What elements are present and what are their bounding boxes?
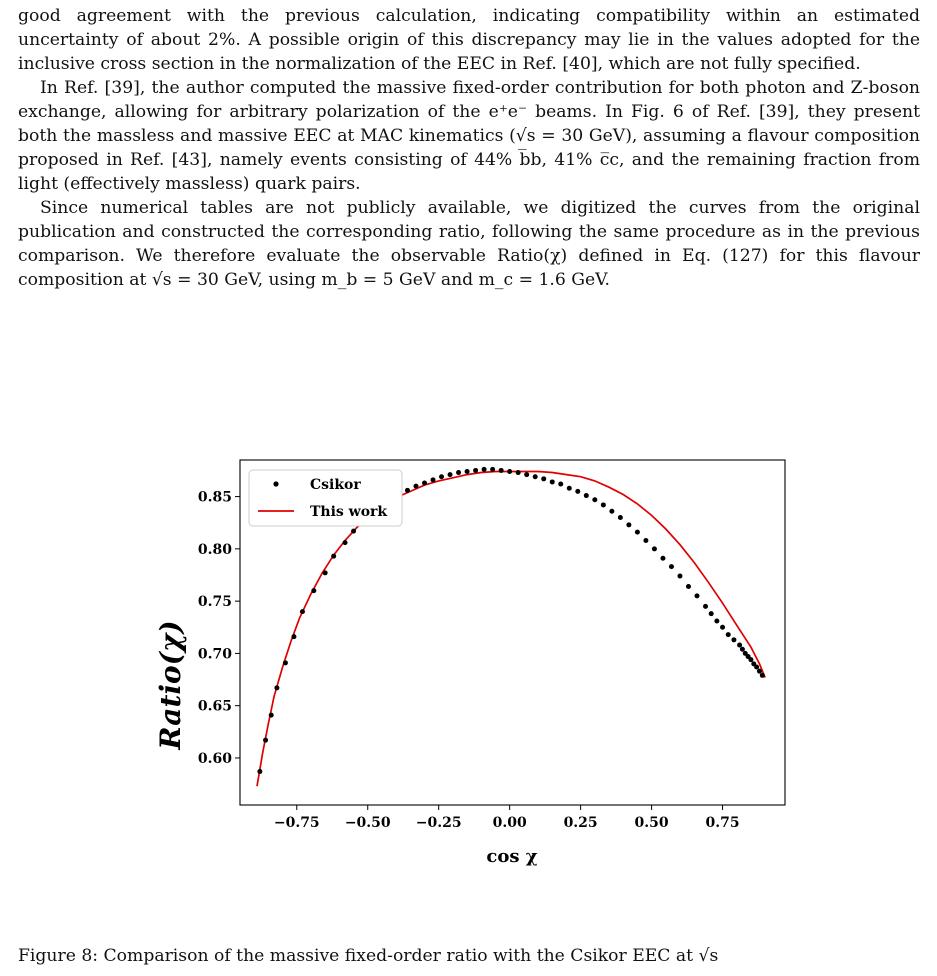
y-axis-label: Ratio(χ) xyxy=(154,620,187,750)
data-point-csikor xyxy=(331,554,336,559)
data-point-csikor xyxy=(482,467,487,472)
data-point-csikor xyxy=(448,472,453,477)
data-point-csikor xyxy=(626,522,631,527)
data-point-csikor xyxy=(558,482,563,487)
data-point-csikor xyxy=(516,470,521,475)
data-point-csikor xyxy=(652,546,657,551)
y-tick-label: 0.65 xyxy=(197,698,232,715)
data-point-csikor xyxy=(499,468,504,473)
x-axis-ticks xyxy=(274,805,740,831)
body-text xyxy=(18,4,920,292)
data-point-csikor xyxy=(263,738,268,743)
y-axis-ticks xyxy=(198,490,240,767)
data-point-csikor xyxy=(669,564,674,569)
y-tick-label: 0.75 xyxy=(197,594,232,611)
data-point-csikor xyxy=(740,647,745,652)
x-tick-label: 0.50 xyxy=(634,815,669,831)
data-point-csikor xyxy=(465,469,470,474)
data-point-csikor xyxy=(720,625,725,630)
data-point-csikor xyxy=(575,489,580,494)
data-point-csikor xyxy=(731,637,736,642)
data-point-csikor xyxy=(257,769,262,774)
data-point-csikor xyxy=(269,713,274,718)
data-point-csikor xyxy=(300,609,305,614)
x-tick-label: 0.75 xyxy=(705,815,740,831)
data-point-csikor xyxy=(660,556,665,561)
data-point-csikor xyxy=(291,634,296,639)
x-tick-label: −0.25 xyxy=(415,815,462,831)
ratio-figure xyxy=(150,440,790,870)
data-point-csikor xyxy=(490,467,495,472)
data-point-csikor xyxy=(311,588,316,593)
data-point-csikor xyxy=(760,673,765,678)
data-point-csikor xyxy=(686,584,691,589)
x-axis-label: cos χ xyxy=(486,846,538,867)
data-point-csikor xyxy=(507,469,512,474)
data-point-csikor xyxy=(601,502,606,507)
y-tick-label: 0.80 xyxy=(197,541,232,558)
data-point-csikor xyxy=(431,477,436,482)
data-point-csikor xyxy=(754,665,759,670)
paragraph-2: In Ref. [39], the author computed the massive fixed-order contribution for both photon and Z-boson exchange, allowing for arbitrary polarization of the e⁺e⁻ beams. In Fig. 6 of Ref. [39], they present both the massless and massive EEC at MAC kinematics (√s = 30 GeV), assuming a flavour composition proposed in Ref. [43], namely events consisting of 44% b̅b, 41% c̅c, and the remaining fraction from light (effectively massless) quark pairs. xyxy=(18,78,920,194)
data-point-csikor xyxy=(274,685,279,690)
data-point-csikor xyxy=(709,611,714,616)
paragraph-3: Since numerical tables are not publicly available, we digitized the curves from the original publication and constructed the corresponding ratio, following the same procedure as in the previous comparison. We therefore evaluate the observable Ratio(χ) defined in Eq. (127) for this flavour composition at √s = 30 GeV, using m_b = 5 GeV and m_c = 1.6 GeV. xyxy=(18,198,920,290)
y-tick-label: 0.85 xyxy=(197,489,232,506)
x-tick-label: 0.00 xyxy=(492,815,527,831)
legend xyxy=(249,470,402,526)
data-point-csikor xyxy=(524,472,529,477)
data-point-csikor xyxy=(550,479,555,484)
data-point-csikor xyxy=(456,470,461,475)
x-tick-label: −0.50 xyxy=(344,815,391,831)
data-point-csikor xyxy=(584,493,589,498)
data-point-csikor xyxy=(618,515,623,520)
data-point-csikor xyxy=(413,484,418,489)
data-point-csikor xyxy=(351,529,356,534)
data-point-csikor xyxy=(567,486,572,491)
data-point-csikor xyxy=(592,497,597,502)
data-point-csikor xyxy=(643,538,648,543)
paragraph-1: good agreement with the previous calculation, indicating compatibility within an estimated uncertainty of about 2%. A possible origin of this discrepancy may lie in the values adopted for the inclusive cross section in the normalization of the EEC in Ref. [40], which are not fully specified. xyxy=(18,6,920,74)
data-point-csikor xyxy=(533,474,538,479)
data-point-csikor xyxy=(541,476,546,481)
data-point-csikor xyxy=(323,570,328,575)
legend-marker-csikor xyxy=(273,481,278,486)
data-point-csikor xyxy=(473,468,478,473)
data-point-csikor xyxy=(714,619,719,624)
y-tick-label: 0.70 xyxy=(197,646,232,663)
data-point-csikor xyxy=(695,593,700,598)
data-point-csikor xyxy=(405,488,410,493)
data-point-csikor xyxy=(343,540,348,545)
data-point-csikor xyxy=(703,604,708,609)
x-tick-label: −0.75 xyxy=(273,815,320,831)
data-point-csikor xyxy=(439,474,444,479)
data-point-csikor xyxy=(609,509,614,514)
legend-label-this-work: This work xyxy=(310,504,388,520)
data-point-csikor xyxy=(677,574,682,579)
x-tick-label: 0.25 xyxy=(563,815,598,831)
data-point-csikor xyxy=(422,481,427,486)
legend-label-csikor: Csikor xyxy=(310,477,361,493)
y-tick-label: 0.60 xyxy=(197,750,232,767)
data-point-csikor xyxy=(726,632,731,637)
figure-caption: Figure 8: Comparison of the massive fixed-order ratio with the Csikor EEC at √s xyxy=(18,946,719,966)
data-point-csikor xyxy=(748,657,753,662)
data-point-csikor xyxy=(757,669,762,674)
data-point-csikor xyxy=(635,530,640,535)
ratio-chart xyxy=(150,440,790,870)
data-point-csikor xyxy=(737,643,742,648)
data-point-csikor xyxy=(283,660,288,665)
